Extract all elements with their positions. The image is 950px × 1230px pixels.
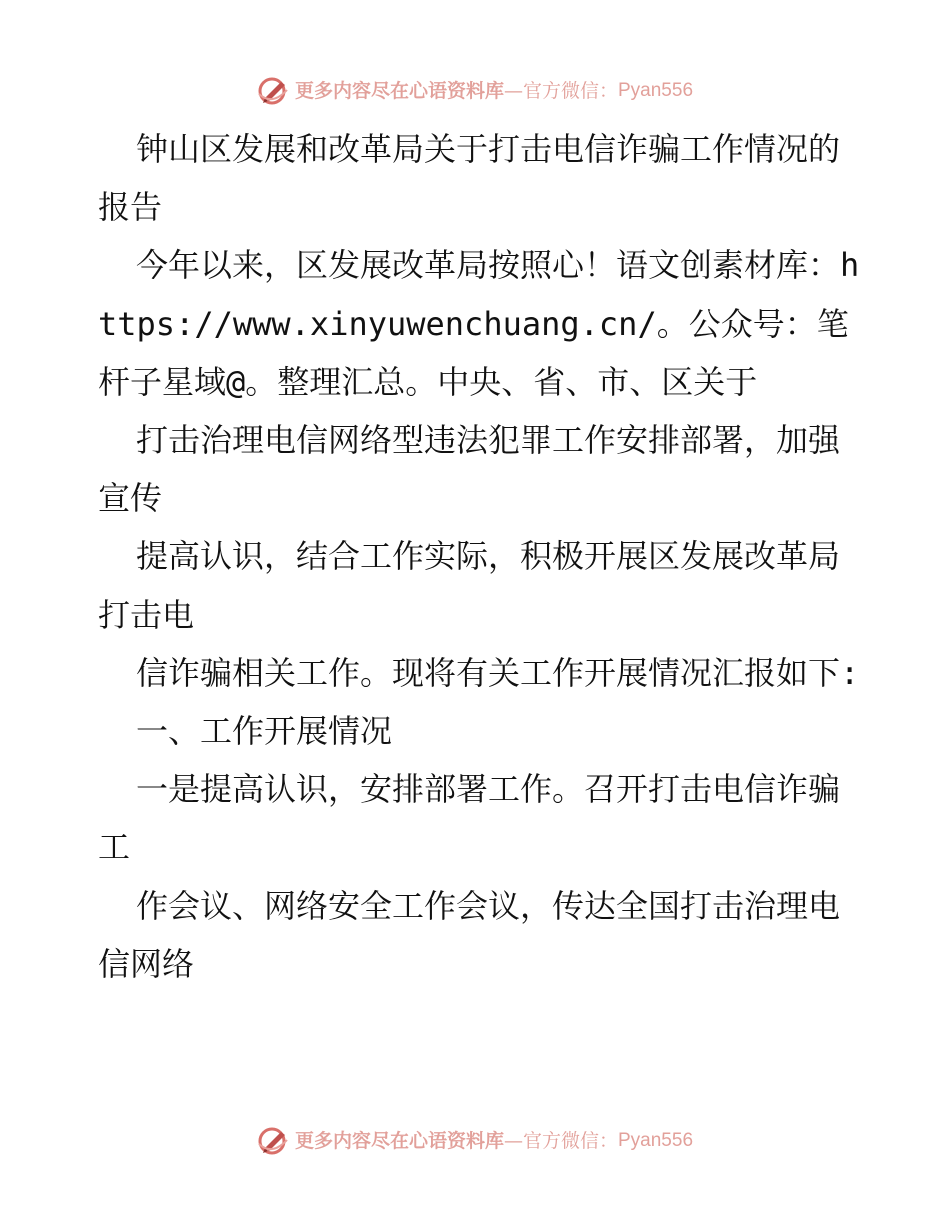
- banner-wechat-label: 官方微信：: [522, 1130, 618, 1152]
- pen-logo-icon: [257, 76, 291, 106]
- header-banner: [0, 76, 950, 106]
- paragraph: 打击治理电信网络型违法犯罪工作安排部署，加强宣传: [98, 421, 841, 518]
- banner-separator: —: [503, 80, 523, 102]
- paragraph: 今年以来，区发展改革局按照心！语文创素材库：https://www.xinyuwenchuang.cn/。公众号：笔杆子星域@。整理汇总。中央、省、市、区关于: [98, 246, 860, 401]
- document-body: [98, 120, 868, 993]
- banner-wechat-id: Pyan556: [618, 1130, 694, 1151]
- banner-wechat-label: 官方微信：: [522, 80, 618, 102]
- document-title: 钟山区发展和改革局关于打击电信诈骗工作情况的报告: [98, 130, 841, 227]
- paragraph: 一是提高认识，安排部署工作。召开打击电信诈骗工: [98, 770, 841, 867]
- paragraph: 信诈骗相关工作。现将有关工作开展情况汇报如下:: [136, 653, 860, 692]
- banner-text: 更多内容尽在心语资料库: [294, 1130, 504, 1152]
- pen-logo-icon: [257, 1126, 291, 1156]
- footer-banner: [0, 1126, 950, 1156]
- banner-wechat-id: Pyan556: [618, 80, 694, 101]
- banner-text: 更多内容尽在心语资料库: [294, 80, 504, 102]
- paragraph: 提高认识，结合工作实际，积极开展区发展改革局打击电: [98, 537, 841, 634]
- banner-separator: —: [503, 1130, 523, 1152]
- paragraph: 作会议、网络安全工作会议，传达全国打击治理电信网络: [98, 886, 841, 983]
- section-heading: 一、工作开展情况: [136, 712, 393, 751]
